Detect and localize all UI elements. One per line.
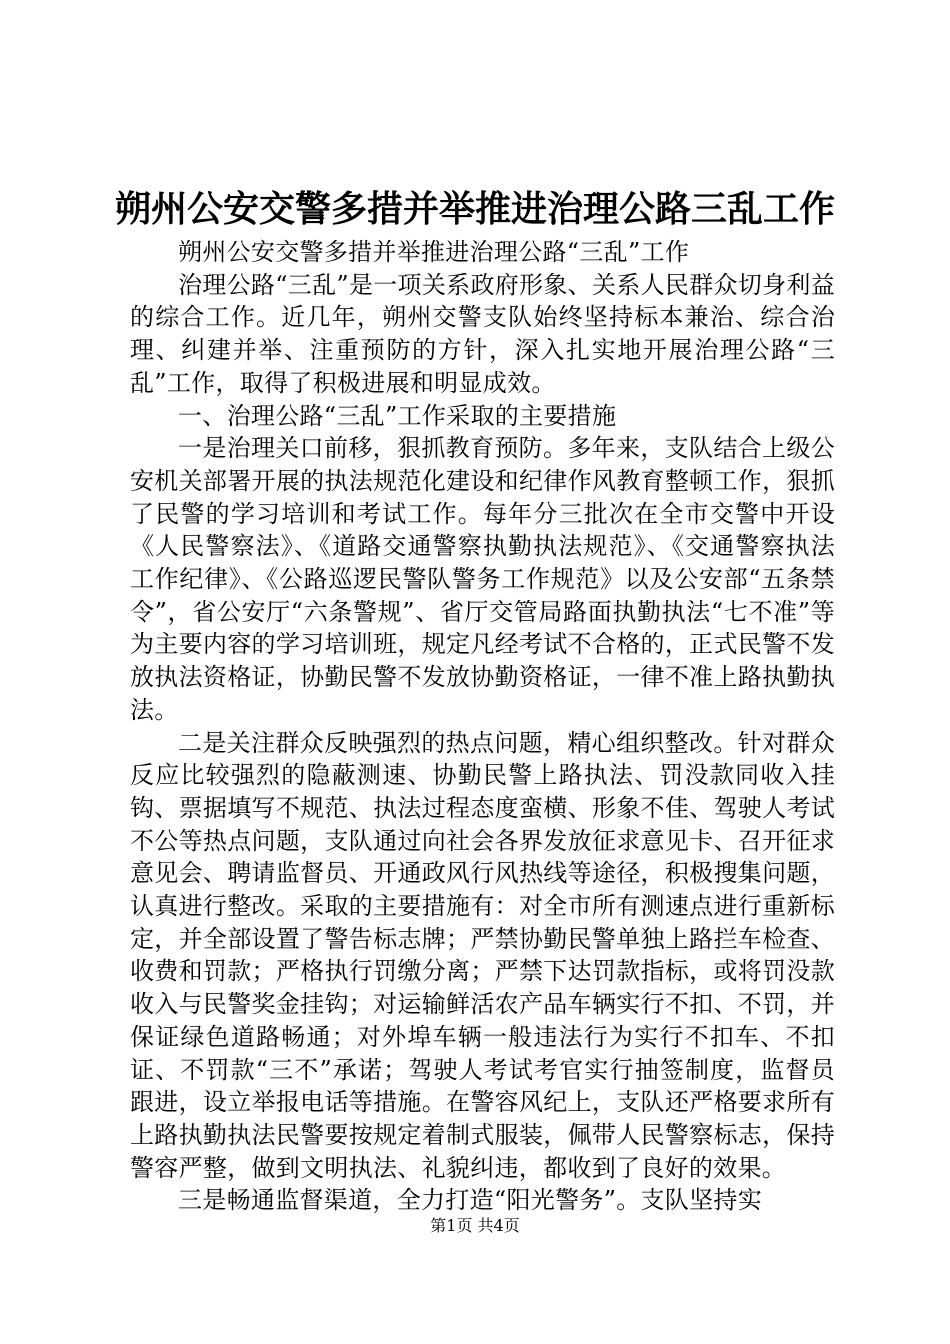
body-paragraph: 三是畅通监督渠道，全力打造“阳光警务”。支队坚持实 xyxy=(178,1186,763,1215)
document-body xyxy=(130,236,835,1217)
page-number-footer: 第1页 共4页 xyxy=(430,1216,520,1235)
body-paragraph: 二是关注群众反映强烈的热点问题，精心组织整改。针对群众反应比较强烈的隐蔽测速、协勤民警上路执法、罚没款同收入挂钩、票据填写不规范、执法过程态度蛮横、形象不佳、驾驶人考试不公等热点问题，支队通过向社会各界发放征求意见卡、召开征求意见会、聘请监督员、开通政风行风热线等途径，积极搜集问题，认真进行整改。采取的主要措施有：对全市所有测速点进行重新标定，并全部设置了警告标志牌；严禁协勤民警单独上路拦车检查、收费和罚款；严格执行罚缴分离；严禁下达罚款指标，或将罚没款收入与民警奖金挂钩；对运输鲜活农产品车辆实行不扣、不罚，并保证绿色道路畅通；对外埠车辆一般违法行为实行不扣车、不扣证、不罚款“三不”承诺；驾驶人考试考官实行抽签制度，监督员跟进，设立举报电话等措施。在警容风纪上，支队还严格要求所有上路执勤执法民警要按规定着制式服装，佩带人民警察标志，保持警容严整，做到文明执法、礼貌纠违，都收到了良好的效果。 xyxy=(130,728,835,1182)
document-title: 朔州公安交警多措并举推进治理公路三乱工作 xyxy=(114,188,835,230)
subtitle-paragraph: 朔州公安交警多措并举推进治理公路“三乱”工作 xyxy=(178,238,690,266)
intro-paragraph: 治理公路“三乱”是一项关系政府形象、关系人民群众切身利益的综合工作。近几年，朔州交警支队始终坚持标本兼治、综合治理、纠建并举、注重预防的方针，深入扎实地开展治理公路“三乱”工作，取得了积极进展和明显成效。 xyxy=(130,270,835,397)
body-paragraph: 一是治理关口前移，狠抓教育预防。多年来，支队结合上级公安机关部署开展的执法规范化建设和纪律作风教育整顿工作，狠抓了民警的学习培训和考试工作。每年分三批次在全市交警中开设《人民警察法》、《道路交通警察执勤执法规范》、《交通警察执法工作纪律》、《公路巡逻民警队警务工作规范》以及公安部“五条禁令”，省公安厅“六条警规”、省厅交管局路面执勤执法“七不准”等为主要内容的学习培训班，规定凡经考试不合格的，正式民警不发放执法资格证，协勤民警不发放协勤资格证，一律不准上路执勤执法。 xyxy=(130,434,835,724)
section-heading: 一、治理公路“三乱”工作采取的主要措施 xyxy=(178,401,617,430)
